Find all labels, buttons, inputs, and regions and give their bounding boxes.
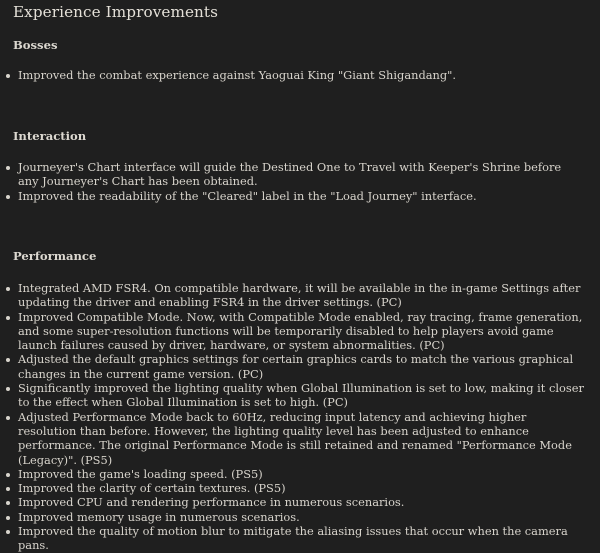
list-item-text: Journeyer's Chart interface will guide the Destined One to Travel with Keeper's Shrine before any Journeyer's Chart has been obtained. — [18, 160, 562, 189]
list-item — [5, 481, 585, 495]
bullet-icon — [6, 516, 10, 520]
list-item — [5, 352, 585, 381]
list-item-text: Improved the combat experience against Yaoguai King "Giant Shigandang". — [18, 68, 457, 82]
list-item-text: Improved memory usage in numerous scenarios. — [18, 509, 300, 524]
list-item-text: Improved the readability of the "Cleared" label in the "Load Journey" interface. — [18, 188, 477, 203]
list-item — [5, 160, 585, 189]
list-item — [5, 189, 585, 203]
list-item-text: Integrated AMD FSR4. On compatible hardware, it will be available in the in-game Settings after updating the driver and enabling FSR4 in the driver settings. (PC) — [18, 281, 581, 310]
list-item — [5, 381, 585, 410]
list-item — [5, 495, 585, 509]
list-item-text: Improved the game's loading speed. (PS5) — [18, 466, 263, 481]
performance-list — [5, 281, 585, 553]
list-item-text: Improved the quality of motion blur to mitigate the aliasing issues that occur when the camera pans. — [18, 524, 568, 553]
bullet-icon — [6, 473, 10, 477]
bullet-icon — [6, 501, 10, 505]
list-item — [5, 310, 585, 353]
section-heading-bosses: Bosses — [13, 38, 58, 52]
bullet-icon — [6, 195, 10, 199]
bosses-list — [5, 68, 585, 82]
bullet-icon — [6, 316, 10, 320]
list-item-text: Significantly improved the lighting quality when Global Illumination is set to low, making it closer to the effect when Global Illumination is set to high. (PC) — [18, 381, 584, 410]
list-item — [5, 524, 585, 553]
interaction-list — [5, 160, 585, 203]
list-item-text: Adjusted Performance Mode back to 60Hz, reducing input latency and achieving higher resolution than before. However, the lighting quality level has been adjusted to enhance performance. The original Performance Mode is still retained and renamed "Performance Mode (Legacy)". (PS5) — [18, 409, 572, 467]
list-item — [5, 510, 585, 524]
section-heading-interaction: Interaction — [13, 129, 87, 143]
list-item — [5, 281, 585, 310]
bullet-icon — [6, 74, 10, 78]
bullet-icon — [6, 487, 10, 491]
bullet-icon — [6, 358, 10, 362]
page-title: Experience Improvements — [13, 3, 219, 21]
list-item-text: Improved CPU and rendering performance in numerous scenarios. — [18, 495, 405, 510]
section-heading-performance: Performance — [13, 249, 97, 263]
bullet-icon — [6, 387, 10, 391]
list-item — [5, 410, 585, 467]
bullet-icon — [6, 530, 10, 534]
bullet-icon — [6, 287, 10, 291]
list-item-text: Improved Compatible Mode. Now, with Compatible Mode enabled, ray tracing, frame generation, and some super-resolution functions will be temporarily disabled to help players avoid game launch failures caused by driver, hardware, or system abnormalities. (PC) — [18, 309, 583, 353]
list-item — [5, 467, 585, 481]
bullet-icon — [6, 416, 10, 420]
list-item-text: Adjusted the default graphics settings for certain graphics cards to match the various graphical changes in the current game version. (PC) — [18, 352, 574, 381]
bullet-icon — [6, 166, 10, 170]
list-item — [5, 68, 585, 82]
list-item-text: Improved the clarity of certain textures. (PS5) — [18, 481, 286, 496]
